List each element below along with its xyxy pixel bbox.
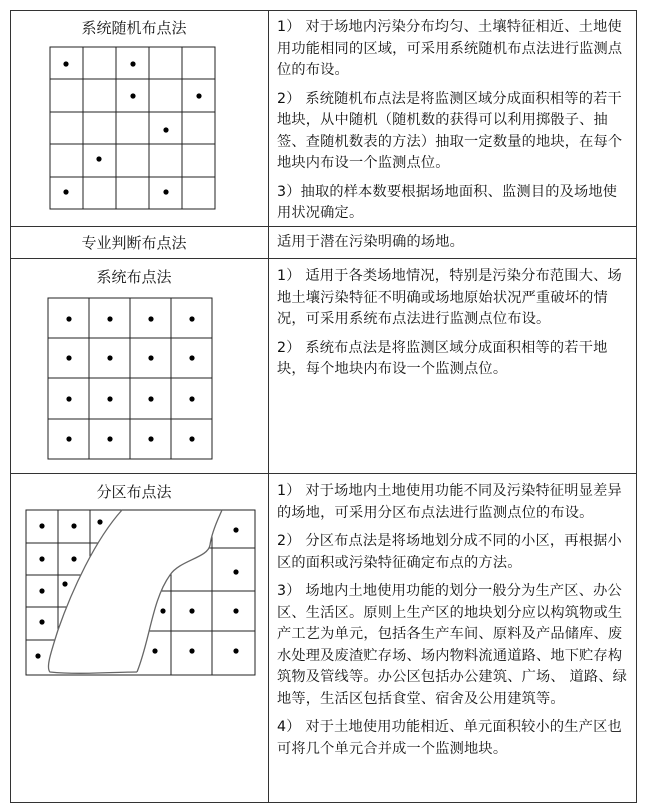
random-grid-diagram — [50, 47, 215, 209]
zoned-diagram — [26, 510, 255, 675]
description-paragraph: 2） 系统布点法是将监测区域分成面积相等的若干地块，每个地块内布设一个监测点位。 — [277, 339, 608, 377]
description-paragraph: 3） 场地内土地使用功能的划分一般分为生产区、办公区、生活区。原则上生产区的地块划分应以构筑物或生产工艺为单元，包括各生产车间、原料及产品储库、废水处理及废渣贮存场、场内物料流通道路、地下贮存构筑物及管线等。办公区包括办公建筑、广场、 道路、绿地等，生活区包括食堂、宿舍及公用建筑等。 — [277, 583, 628, 707]
description-paragraph: 2） 分区布点法是将场地划分成不同的小区，再根据小区的面积或污染特征确定布点的方法。 — [277, 533, 622, 571]
description-paragraph: 适用于潜在污染明确的场地。 — [277, 234, 465, 250]
random-points — [63, 61, 201, 194]
method-title: 系统随机布点法 — [81, 19, 187, 37]
systematic-grid-diagram — [48, 298, 212, 459]
description-paragraph: 4） 对于土地使用功能相近、单元面积较小的生产区也可将几个单元合并成一个监测地块。 — [277, 719, 622, 757]
method-title: 分区布点法 — [96, 483, 172, 501]
method-title: 系统布点法 — [96, 268, 172, 286]
description-paragraph: 3）抽取的样本数要根据场地面积、监测目的及场地使用状况确定。 — [277, 183, 618, 221]
description-paragraph: 2） 系统随机布点法是将监测区域分成面积相等的若干地块，从中随机（随机数的获得可以利用掷骰子、抽签、查随机数表的方法）抽取一定数量的地块，在每个地块内布设一个监测点位。 — [277, 90, 623, 171]
description-paragraph: 1） 对于场地内污染分布均匀、土壤特征相近、土地使用功能相同的区域，可采用系统随机布点法进行监测点位的布设。 — [277, 19, 623, 78]
zoned-points — [35, 519, 238, 658]
method-title: 专业判断布点法 — [81, 234, 187, 252]
description-paragraph: 1） 适用于各类场地情况，特别是污染分布范围大、场地土壤污染特征不明确或场地原始状况严重破坏的情况，可采用系统布点法进行监测点位布设。 — [277, 268, 622, 327]
description-paragraph: 1） 对于场地内土地使用功能不同及污染特征明显差异的场地，可采用分区布点法进行监测点位的布设。 — [277, 483, 622, 521]
